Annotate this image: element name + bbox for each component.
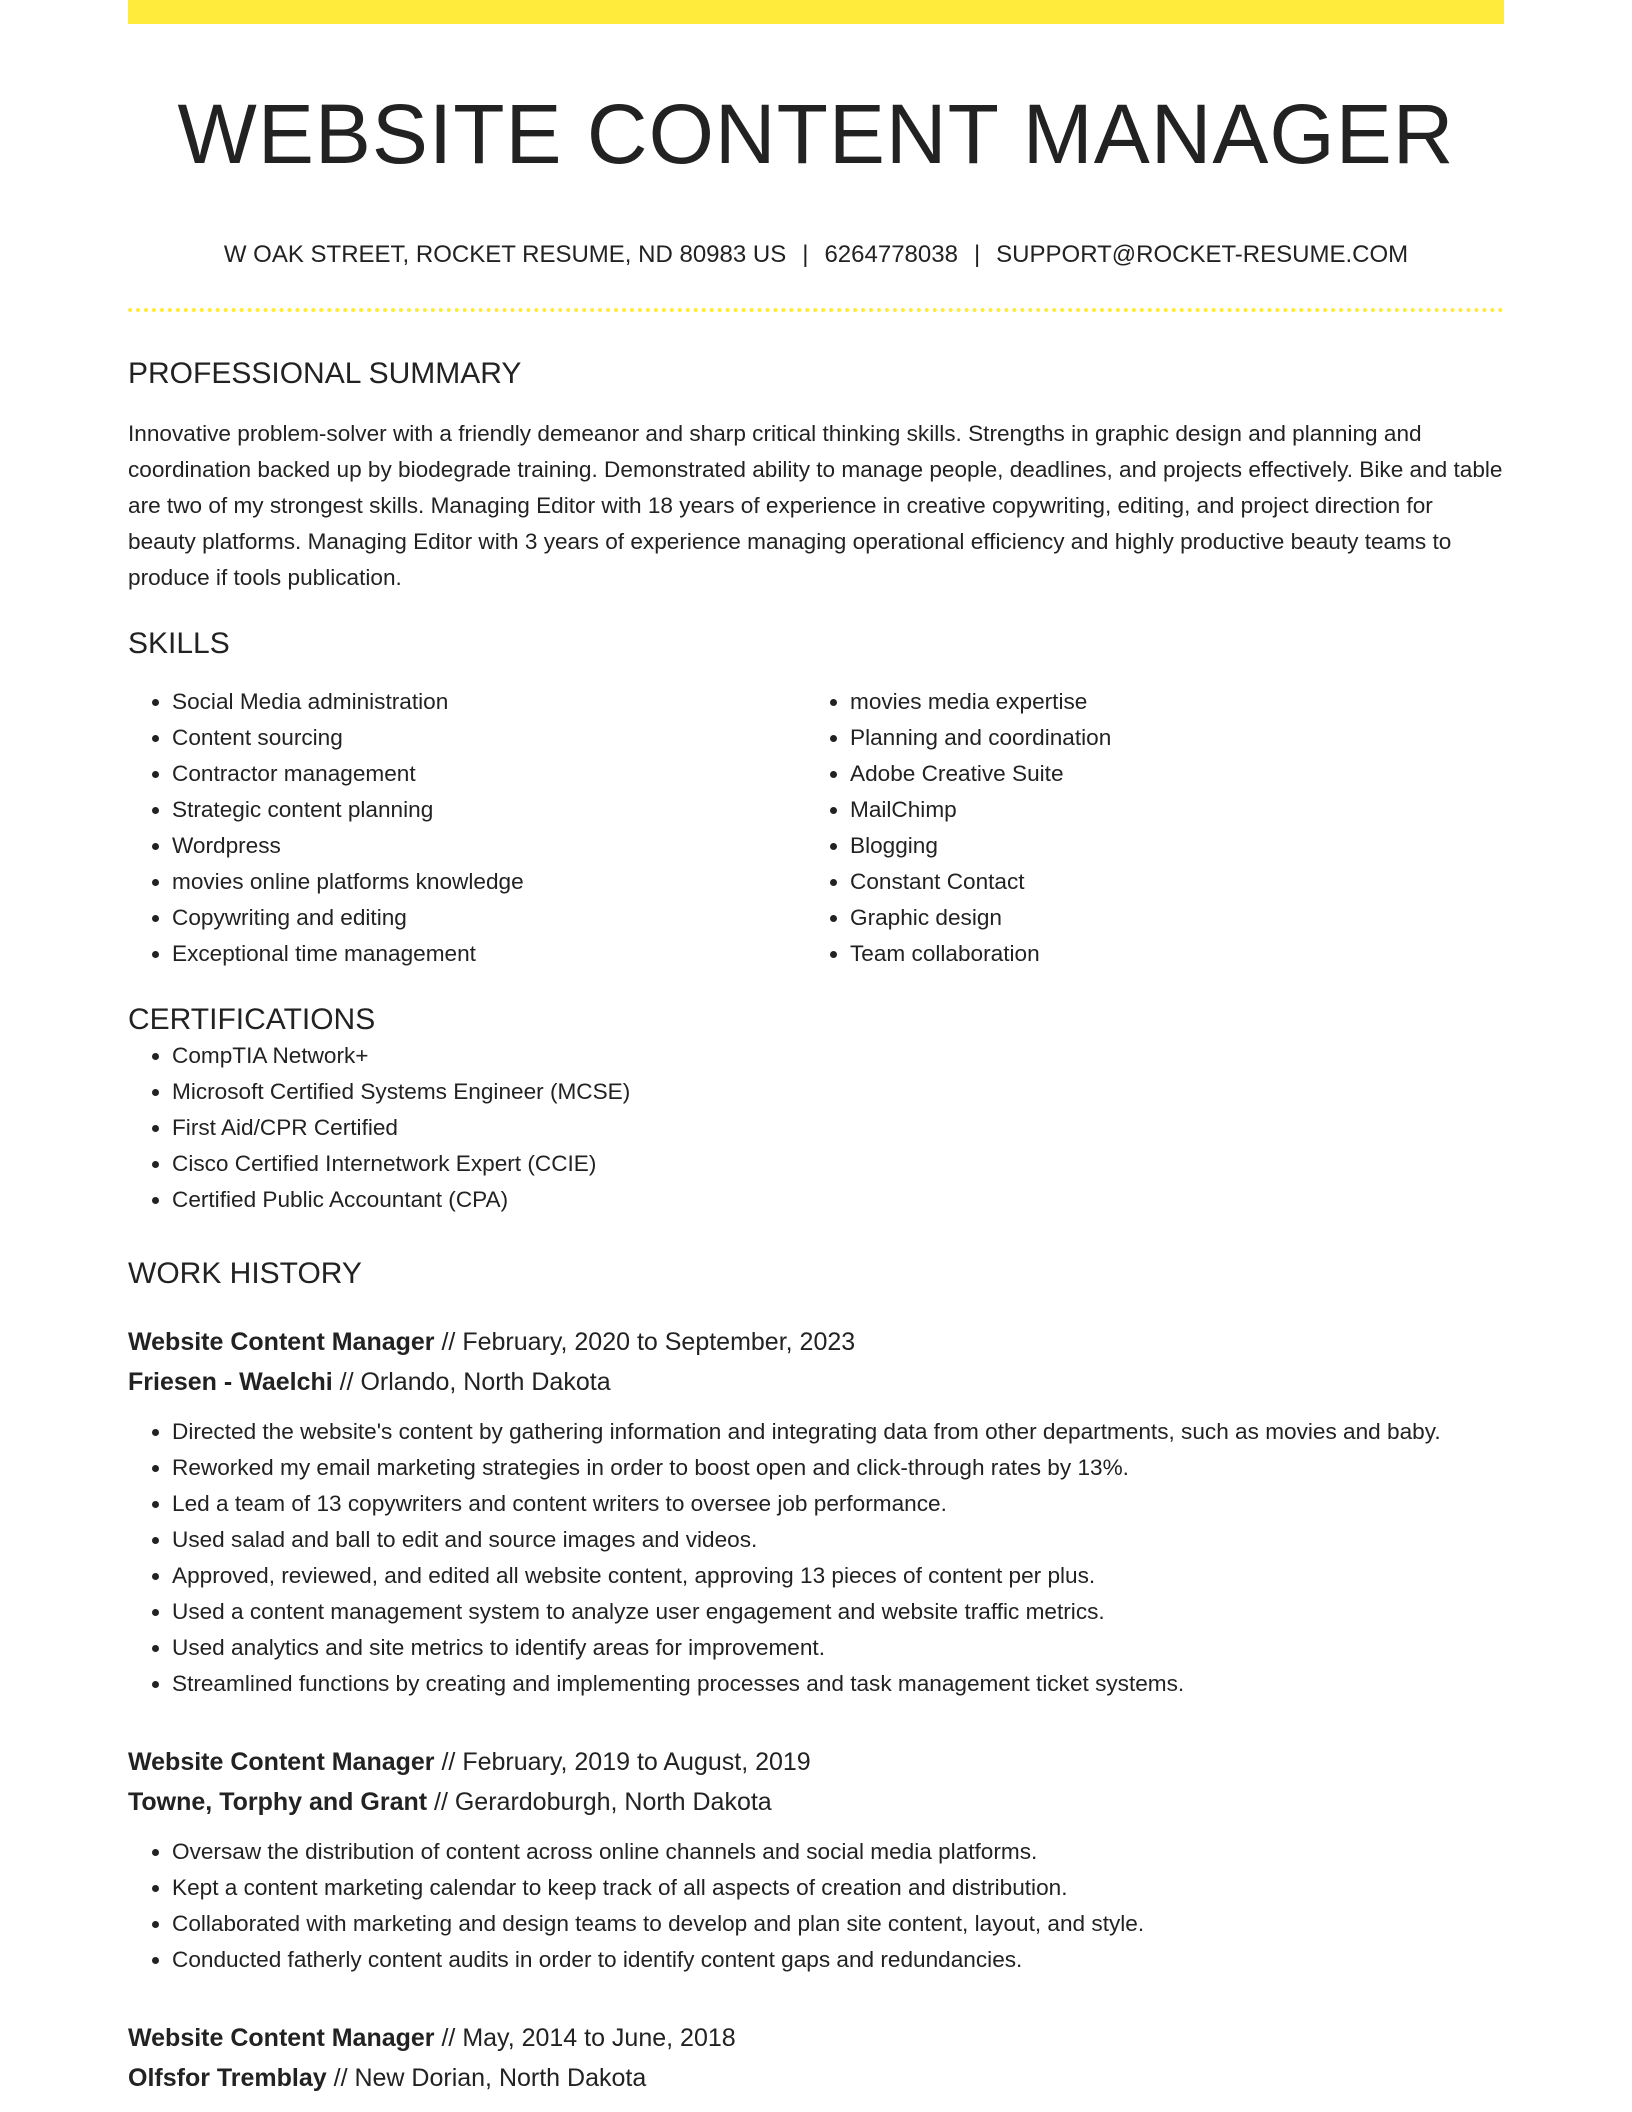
skill-item: • Blogging bbox=[850, 828, 1484, 864]
contact-separator: | bbox=[802, 241, 809, 268]
job-dates: // May, 2014 to June, 2018 bbox=[434, 2024, 736, 2052]
certification-item: • First Aid/CPR Certified bbox=[172, 1110, 1504, 1146]
contact-email: SUPPORT@ROCKET-RESUME.COM bbox=[996, 241, 1409, 268]
job-bullet: • Used analytics and site metrics to identify areas for improvement. bbox=[172, 1630, 1504, 1666]
skill-item: • Contractor management bbox=[172, 756, 806, 792]
job-company-line bbox=[128, 2058, 1504, 2098]
skill-item: • Copywriting and editing bbox=[172, 900, 806, 936]
contact-address: W OAK STREET, ROCKET RESUME, ND 80983 US bbox=[223, 241, 787, 268]
job-bullet: • Kept a content marketing calendar to keep track of all aspects of creation and distribution. bbox=[172, 1870, 1504, 1906]
job-entry bbox=[128, 2018, 1504, 2098]
job-location: // New Dorian, North Dakota bbox=[326, 2064, 647, 2092]
header-divider bbox=[128, 308, 1504, 312]
job-bullet: • Used a content management system to analyze user engagement and website traffic metrics. bbox=[172, 1594, 1504, 1630]
skill-item: • MailChimp bbox=[850, 792, 1484, 828]
certifications-list bbox=[128, 1038, 1504, 1218]
job-entry bbox=[128, 1742, 1504, 1978]
job-bullet: • Used salad and ball to edit and source images and videos. bbox=[172, 1522, 1504, 1558]
job-bullet: • Approved, reviewed, and edited all website content, approving 13 pieces of content per plus. bbox=[172, 1558, 1504, 1594]
job-role-line bbox=[128, 1742, 1504, 1782]
skill-item: • Adobe Creative Suite bbox=[850, 756, 1484, 792]
certification-item: • Certified Public Accountant (CPA) bbox=[172, 1182, 1504, 1218]
job-bullets bbox=[128, 1414, 1504, 1702]
skill-item: • movies media expertise bbox=[850, 684, 1484, 720]
job-bullet: • Oversaw the distribution of content across online channels and social media platforms. bbox=[172, 1834, 1504, 1870]
skill-item: • Constant Contact bbox=[850, 864, 1484, 900]
skill-item: • Social Media administration bbox=[172, 684, 806, 720]
job-entry bbox=[128, 1322, 1504, 1702]
skill-item: • Strategic content planning bbox=[172, 792, 806, 828]
certifications-heading: CERTIFICATIONS bbox=[128, 1003, 376, 1036]
job-role: Website Content Manager bbox=[128, 1328, 435, 1356]
skills-heading: SKILLS bbox=[128, 627, 230, 660]
contact-separator: | bbox=[973, 241, 981, 268]
resume-page bbox=[128, 0, 1504, 2098]
skill-item: • Planning and coordination bbox=[850, 720, 1484, 756]
skills-right-list bbox=[806, 684, 1484, 972]
certification-item: • CompTIA Network+ bbox=[172, 1038, 1504, 1074]
job-location: // Orlando, North Dakota bbox=[332, 1368, 611, 1396]
skill-item: • Team collaboration bbox=[850, 936, 1484, 972]
summary-text: Innovative problem-solver with a friendly demeanor and sharp critical thinking skills. Strengths in graphic design and planning and coordination backed up by biodegrade training. Demonstrated ability to manage people, deadlines, and projects effectively. Bike and table are two of my strongest skills. Managing Editor with 18 years of experience in creative copywriting, editing, and project direction for beauty platforms. Managing Editor with 3 years of experience managing operational efficiency and highly productive beauty teams to produce if tools publication. bbox=[128, 421, 1503, 590]
job-company: Towne, Torphy and Grant bbox=[128, 1788, 428, 1816]
skills-columns bbox=[128, 684, 1504, 972]
skill-item: • Wordpress bbox=[172, 828, 806, 864]
skill-item: • Graphic design bbox=[850, 900, 1484, 936]
skill-item: • movies online platforms knowledge bbox=[172, 864, 806, 900]
job-bullet: • Streamlined functions by creating and implementing processes and task management ticket systems. bbox=[172, 1666, 1504, 1702]
accent-bar bbox=[128, 0, 1504, 24]
job-dates: // February, 2020 to September, 2023 bbox=[434, 1328, 856, 1356]
work-history-heading: WORK HISTORY bbox=[128, 1257, 362, 1290]
job-bullets bbox=[128, 1834, 1504, 1978]
job-role: Website Content Manager bbox=[128, 2024, 435, 2052]
job-bullet: • Led a team of 13 copywriters and content writers to oversee job performance. bbox=[172, 1486, 1504, 1522]
job-company-line bbox=[128, 1362, 1504, 1402]
job-bullet: • Reworked my email marketing strategies in order to boost open and click-through rates by 13%. bbox=[172, 1450, 1504, 1486]
job-bullet: • Collaborated with marketing and design teams to develop and plan site content, layout, and style. bbox=[172, 1906, 1504, 1942]
skill-item: • Exceptional time management bbox=[172, 936, 806, 972]
job-role-line bbox=[128, 2018, 1504, 2058]
certification-item: • Microsoft Certified Systems Engineer (MCSE) bbox=[172, 1074, 1504, 1110]
job-company: Olfsfor Tremblay bbox=[128, 2064, 327, 2092]
job-company: Friesen - Waelchi bbox=[128, 1368, 333, 1396]
resume-name: WEBSITE CONTENT MANAGER bbox=[177, 87, 1455, 181]
job-role: Website Content Manager bbox=[128, 1748, 435, 1776]
job-bullet: • Conducted fatherly content audits in order to identify content gaps and redundancies. bbox=[172, 1942, 1504, 1978]
summary-heading: PROFESSIONAL SUMMARY bbox=[128, 357, 522, 390]
job-location: // Gerardoburgh, North Dakota bbox=[427, 1788, 772, 1816]
job-bullet: • Directed the website's content by gathering information and integrating data from other departments, such as movies and baby. bbox=[172, 1414, 1504, 1450]
skill-item: • Content sourcing bbox=[172, 720, 806, 756]
skills-left-list bbox=[128, 684, 806, 972]
contact-line bbox=[128, 240, 1504, 270]
contact-phone: 6264778038 bbox=[824, 241, 958, 268]
job-role-line bbox=[128, 1322, 1504, 1362]
job-dates: // February, 2019 to August, 2019 bbox=[434, 1748, 811, 1776]
certification-item: • Cisco Certified Internetwork Expert (CCIE) bbox=[172, 1146, 1504, 1182]
job-company-line bbox=[128, 1782, 1504, 1822]
